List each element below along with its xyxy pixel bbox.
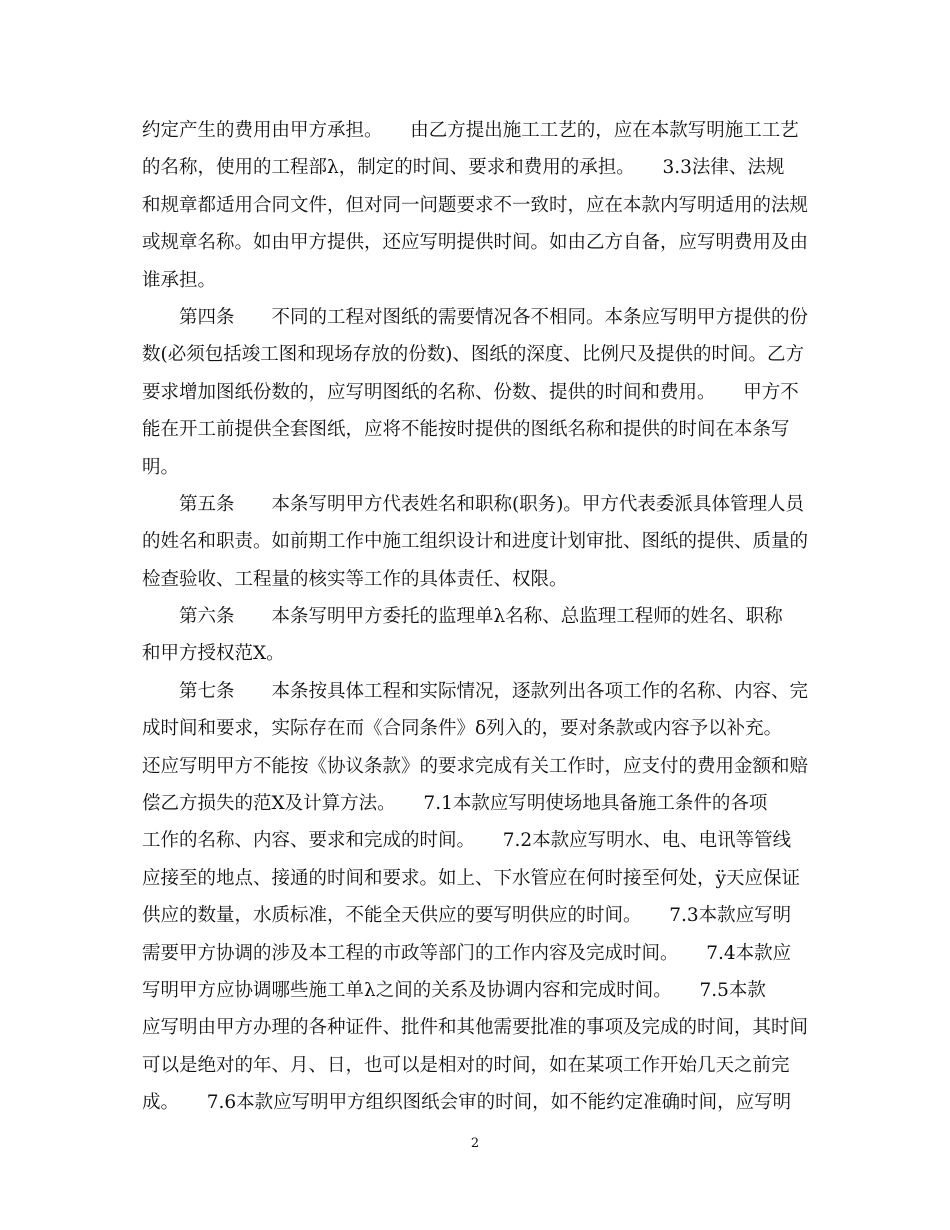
text-line: 或规章名称。如由甲方提供，还应写明提供时间。如由乙方自备，应写明费用及由 (142, 232, 809, 254)
text-line: 约定产生的费用由甲方承担。 由乙方提出施工工艺的，应在本款写明施工工艺 (142, 120, 799, 141)
text-line: 应接至的地点、接通的时间和要求。如上、下水管应在何时接至何处，ÿ天应保证 (142, 867, 800, 889)
text-line: 的姓名和职责。如前期工作中施工组织设计和进度计划审批、图纸的提供、质量的 (142, 531, 809, 553)
text-line: 明。 (142, 456, 180, 478)
text-line: 第五条 本条写明甲方代表姓名和职称(职务)。甲方代表委派具体管理人员 (179, 493, 804, 515)
page-number: 2 (470, 1136, 480, 1151)
text-line: 第七条 本条按具体工程和实际情况，逐款列出各项工作的名称、内容、完 (179, 680, 809, 702)
text-line: 第四条 不同的工程对图纸的需要情况各不相同。本条应写明甲方提供的份 (179, 306, 809, 328)
text-line: 检查验收、工程量的核实等工作的具体责任、权限。 (142, 568, 568, 590)
text-line: 还应写明甲方不能按《协议条款》的要求完成有关工作时，应支付的费用金额和赔 (142, 755, 809, 777)
text-line: 成时间和要求，实际存在而《合同条件》δ列入的，要对条款或内容予以补充。 (142, 718, 783, 740)
text-line: 的名称，使用的工程部λ，制定的时间、要求和费用的承担。 3.3法律、法规 (142, 157, 785, 179)
text-line: 能在开工前提供全套图纸，应将不能按时提供的图纸名称和提供的时间在本条写 (142, 419, 790, 441)
text-line: 偿乙方损失的范Χ及计算方法。 7.1本款应写明使场地具备施工条件的各项 (142, 793, 768, 815)
text-line: 要求增加图纸份数的，应写明图纸的名称、份数、提供的时间和费用。 甲方不 (142, 381, 799, 403)
text-line: 工作的名称、内容、要求和完成的时间。 7.2本款应写明水、电、电讯等管线 (142, 830, 792, 852)
text-line: 应写明由甲方办理的各种证件、批件和其他需要批准的事项及完成的时间，其时间 (142, 1017, 809, 1039)
document-body (142, 112, 814, 1122)
text-line: 供应的数量，水质标准，不能全天供应的要写明供应的时间。 7.3本款应写明 (142, 905, 792, 927)
text-line: 第六条 本条写明甲方委托的监理单λ名称、总监理工程师的姓名、职称 (179, 606, 783, 628)
text-line: 和规章都适用合同文件，但对同一问题要求不一致时，应在本款内写明适用的法规 (142, 194, 809, 216)
text-line: 写明甲方应协调哪些施工单λ之间的关系及协调内容和完成时间。 7.5本款 (142, 979, 766, 1001)
text-line: 数(必须包括竣工图和现场存放的份数)、图纸的深度、比例尺及提供的时间。乙方 (142, 344, 804, 366)
text-line: 可以是绝对的年、月、日，也可以是相对的时间，如在某项工作开始几天之前完 (142, 1054, 790, 1076)
text-line: 需要甲方协调的涉及本工程的市政等部门的工作内容及完成时间。 7.4本款应 (142, 942, 792, 964)
text-line: 成。 7.6本款应写明甲方组织图纸会审的时间，如不能约定准确时间，应写明 (142, 1092, 792, 1114)
text-line: 谁承担。 (142, 269, 217, 291)
text-line: 和甲方授权范Χ。 (142, 643, 285, 665)
